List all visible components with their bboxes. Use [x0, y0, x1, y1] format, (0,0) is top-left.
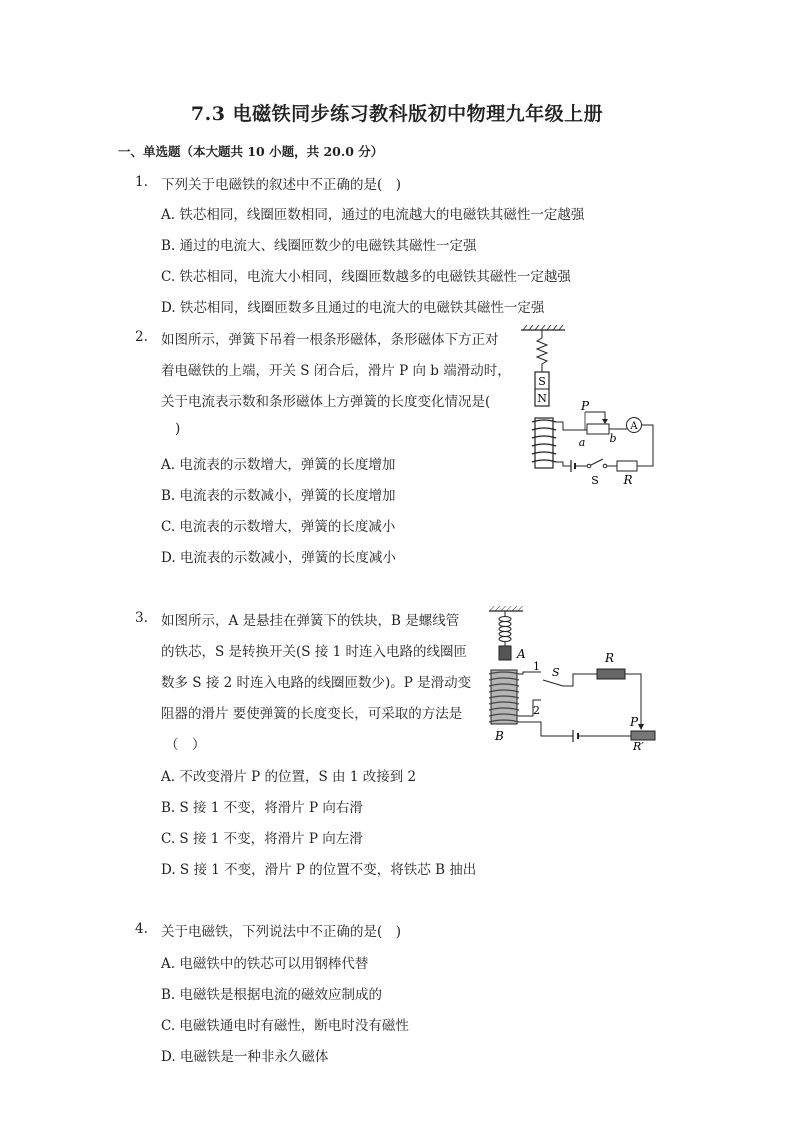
- question-4-option-d: D. 电磁铁是一种非永久磁体: [161, 1049, 329, 1065]
- question-2-number: 2.: [135, 329, 148, 345]
- ammeter-label: A: [630, 421, 638, 432]
- question-4-option-c: C. 电磁铁通电时有磁性，断电时没有磁性: [161, 1018, 409, 1034]
- slider-p-label: P: [580, 399, 590, 413]
- question-3-option-d: D. S 接 1 不变，滑片 P 的位置不变，将铁芯 B 抽出: [161, 862, 477, 878]
- question-2-stem-line-2: 着电磁铁的上端，开关 S 闭合后，滑片 P 向 b 端滑动时，: [161, 363, 511, 379]
- question-3-stem-line-4: 阻器的滑片 要使弹簧的长度变长，可采取的方法是: [161, 706, 463, 722]
- end-a-label: a: [578, 436, 586, 449]
- magnet-south-label: S: [538, 375, 546, 388]
- question-3-stem-line-1: 如图所示，A 是悬挂在弹簧下的铁块，B 是螺线管: [161, 613, 460, 629]
- question-1-number: 1.: [135, 174, 148, 190]
- question-4-option-a: A. 电磁铁中的铁芯可以用钢棒代替: [161, 956, 369, 972]
- question-4-option-b: B. 电磁铁是根据电流的磁效应制成的: [161, 987, 383, 1003]
- page-title: 7.3 电磁铁同步练习教科版初中物理九年级上册: [190, 103, 604, 125]
- end-b-label: b: [609, 432, 617, 445]
- magnet-north-label: N: [537, 392, 547, 405]
- contact-1-label: 1: [533, 660, 540, 673]
- question-2-option-c: C. 电流表的示数增大，弹簧的长度减小: [161, 519, 396, 535]
- question-1-option-c: C. 铁芯相同，电流大小相同，线圈匝数越多的电磁铁其磁性一定越强: [161, 269, 571, 285]
- question-2-stem-line-1: 如图所示，弹簧下吊着一根条形磁体，条形磁体下方正对: [161, 332, 499, 348]
- rheostat-label: R′: [633, 740, 644, 750]
- question-3-option-a: A. 不改变滑片 P 的位置，S 由 1 改接到 2: [161, 769, 417, 785]
- question-2-option-b: B. 电流表的示数减小，弹簧的长度增加: [161, 488, 396, 504]
- switch-s-label: S: [591, 474, 599, 487]
- question-3-circuit-figure: [483, 600, 663, 750]
- question-2-stem-line-3: 关于电流表示数和条形磁体上方弹簧的长度变化情况是(: [161, 394, 491, 410]
- question-3-option-b: B. S 接 1 不变，将滑片 P 向右滑: [161, 800, 363, 816]
- question-2-option-a: A. 电流表的示数增大，弹簧的长度增加: [161, 457, 396, 473]
- question-3-option-c: C. S 接 1 不变，将滑片 P 向左滑: [161, 831, 363, 847]
- question-1-option-b: B. 通过的电流大、线圈匝数少的电磁铁其磁性一定强: [161, 238, 477, 254]
- question-1-option-d: D. 铁芯相同，线圈匝数多且通过的电流大的电磁铁其磁性一定强: [161, 300, 545, 316]
- question-4-number: 4.: [135, 921, 148, 937]
- core-b-label: B: [495, 729, 504, 743]
- resistor-r-label: R: [623, 473, 633, 487]
- contact-2-label: 2: [533, 704, 540, 717]
- question-4-stem: 关于电磁铁，下列说法中不正确的是( ): [161, 924, 402, 940]
- block-a-label: A: [517, 647, 526, 661]
- resistor-r-label: R: [605, 651, 615, 665]
- question-1-option-a: A. 铁芯相同，线圈匝数相同，通过的电流越大的电磁铁其磁性一定越强: [161, 207, 585, 223]
- question-3-stem-line-3: 数多 S 接 2 时连入电路的线圈匝数少)。P 是滑动变: [161, 675, 472, 691]
- question-2-circuit-figure: [515, 322, 665, 490]
- question-3-stem-line-2: 的铁芯，S 是转换开关(S 接 1 时连入电路的线圈匝: [161, 644, 468, 660]
- section-heading: 一、单选题（本大题共 10 小题，共 20.0 分）: [118, 144, 384, 159]
- question-3-number: 3.: [135, 610, 148, 626]
- question-1-stem: 下列关于电磁铁的叙述中不正确的是( ): [161, 177, 402, 193]
- switch-s-label: S: [552, 666, 560, 679]
- slider-p-label: P: [630, 715, 639, 729]
- question-2-stem-line-4: ): [175, 421, 181, 437]
- question-2-option-d: D. 电流表的示数减小，弹簧的长度减小: [161, 550, 396, 566]
- question-3-stem-line-5: （ ）: [165, 737, 206, 753]
